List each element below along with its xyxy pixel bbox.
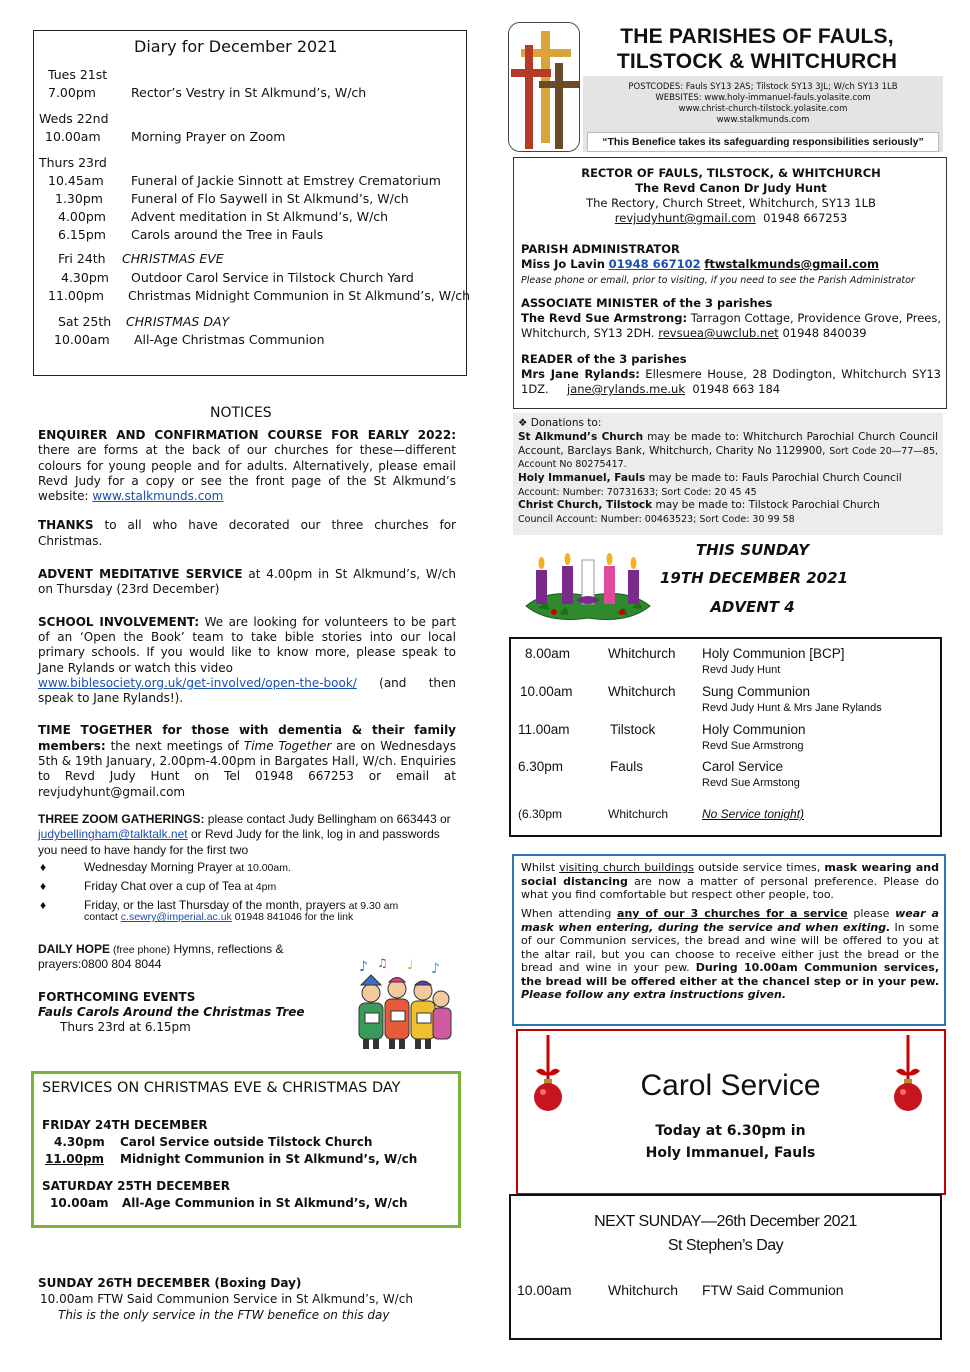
- service-place: Whitchurch: [608, 1282, 679, 1298]
- diary-time: 4.30pm: [61, 270, 109, 285]
- guidance-text: Please follow any extra instructions given.: [521, 988, 786, 1001]
- associate-title: ASSOCIATE MINISTER of the 3 parishes: [521, 296, 773, 310]
- diary-text: Funeral of Flo Saywell in St Alkmund’s, W/ch: [131, 191, 409, 206]
- guidance-text: outside service times,: [694, 861, 825, 874]
- service-text: Carol Service outside Tilstock Church: [120, 1135, 373, 1149]
- boxing-day-note: This is the only service in the FTW benefice on this day: [58, 1308, 390, 1322]
- diary-text: Carols around the Tree in Fauls: [131, 227, 324, 242]
- forthcoming-event: Fauls Carols Around the Christmas Tree: [38, 1005, 305, 1019]
- church-name: Christ Church, Tilstock: [518, 499, 653, 511]
- guidance-text: Whilst: [521, 861, 560, 874]
- service-time: 11.00am: [518, 722, 570, 737]
- judybellingham-link[interactable]: judybellingham@talktalk.net: [38, 827, 188, 842]
- notice-head: ADVENT MEDITATIVE SERVICE: [38, 567, 243, 582]
- carol-service-time: Today at 6.30pm in: [655, 1123, 806, 1139]
- service-place: Tilstock: [610, 722, 656, 737]
- zoom-item-time: at 10.00am.: [232, 862, 291, 874]
- church-name: Holy Immanuel, Fauls: [518, 472, 646, 484]
- bullet-icon: ♦: [40, 879, 47, 893]
- church-name: St Alkmund’s Church: [518, 431, 644, 443]
- notice-text: there are forms at the back of our churches for these—different colours for young people and for adults. Alternatively, please email Revd Judy for a copy or see the front page of the St Alkmund’s website:: [38, 443, 456, 504]
- service-name: Holy Communion [BCP]: [702, 646, 845, 661]
- daily-hope: [38, 942, 338, 971]
- diary-time: 10.00am: [54, 332, 110, 347]
- diary-day-label: CHRISTMAS DAY: [126, 314, 230, 329]
- diary-text: Funeral of Jackie Sinnott at Emstrey Crematorium: [131, 173, 441, 188]
- service-minister: Revd Judy Hunt: [702, 664, 781, 676]
- zoom-item-time: at 4pm: [241, 881, 277, 893]
- next-sunday-date: NEXT SUNDAY—26th December 2021: [594, 1213, 857, 1230]
- notice-head: ENQUIRER AND CONFIRMATION COURSE FOR EARLY 2022:: [38, 428, 456, 442]
- notice-zoom: [38, 812, 456, 859]
- donation-text: may be made to: Tilstock Parochial Church: [652, 499, 880, 511]
- service-time: 11.00pm: [45, 1152, 105, 1166]
- diary-time: 6.15pm: [58, 227, 106, 242]
- notice-text: the next meetings of: [105, 738, 244, 753]
- service-place: Fauls: [610, 759, 644, 774]
- guidance-text: wear a mask when entering, during the service and when exiting.: [521, 907, 939, 934]
- diary-title: Diary for December 2021: [134, 37, 338, 56]
- service-place: Whitchurch: [608, 807, 669, 821]
- reader-phone: 01948 663 184: [692, 382, 781, 396]
- notice-text: or Revd Judy for the link, log in and passwords you need to have handy for the first two: [38, 827, 440, 857]
- donation-text: may be made to: Fauls Parochial Church Council: [645, 472, 902, 484]
- forthcoming-date: Thurs 23rd at 6.15pm: [60, 1020, 191, 1034]
- saturday-heading: SATURDAY 25TH DECEMBER: [42, 1179, 230, 1193]
- guidance-text: mask wearing and social distancing: [521, 861, 939, 888]
- crosses-logo: [508, 22, 580, 152]
- friday-heading: FRIDAY 24TH DECEMBER: [42, 1118, 208, 1132]
- service-time: 8.00am: [525, 646, 571, 661]
- title-line: THE PARISHES OF FAULS,: [620, 25, 894, 48]
- svg-text:♪: ♪: [431, 961, 440, 977]
- service-minister: Revd Judy Hunt & Mrs Jane Rylands: [702, 702, 882, 714]
- notice-thanks: [38, 518, 456, 549]
- notice-text: at 4.00pm in St Alkmund’s, W/ch on Thursday (23rd December): [38, 567, 457, 597]
- svg-text:♩: ♩: [407, 958, 414, 973]
- reader-details: [521, 367, 941, 397]
- notice-head: THREE ZOOM GATHERINGS:: [38, 811, 205, 826]
- carol-singers-illustration: [345, 955, 455, 1055]
- bullet-icon: ♦: [40, 860, 47, 874]
- donation-holy-immanuel: [518, 472, 938, 499]
- associate-address: Tarragon Cottage, Providence Grove, Prees, Whitchurch, SY13 2DH.: [521, 311, 941, 340]
- diary-text: Christmas Midnight Communion in St Alkmund’s, W/ch: [128, 288, 471, 303]
- diary-text: Rector’s Vestry in St Alkmund’s, W/ch: [131, 85, 367, 100]
- carol-service-title: Carol Service: [640, 1069, 821, 1102]
- diary-text: Advent meditation in St Alkmund’s, W/ch: [131, 209, 389, 224]
- carol-service-venue: Holy Immanuel, Fauls: [645, 1145, 816, 1161]
- notice-text: (and then speak to Jane Rylands!).: [38, 675, 456, 706]
- donation-christ-church: [518, 499, 938, 526]
- rector-title: RECTOR OF FAULS, TILSTOCK, & WHITCHURCH: [581, 166, 881, 180]
- covid-guidance-box: [512, 854, 946, 1026]
- service-name: Carol Service: [702, 759, 784, 774]
- diary-day: Fri 24th: [58, 251, 106, 266]
- guidance-text: When attending: [521, 907, 618, 920]
- service-place: Whitchurch: [608, 646, 676, 661]
- reader-address: Ellesmere House, 28 Dodington, Whitchurch SY13 1DZ.: [521, 367, 941, 396]
- diary-time: 7.00pm: [48, 85, 96, 100]
- websites: WEBSITES: www.holy-immanuel-fauls.yolasite.com: [655, 93, 871, 103]
- donation-st-alkmunds: [518, 431, 938, 472]
- diary-time: 10.00am: [45, 129, 101, 144]
- diary-day: Tues 21st: [48, 67, 108, 82]
- this-sunday-date: 19TH DECEMBER 2021: [660, 569, 848, 587]
- rector-name: The Revd Canon Dr Judy Hunt: [635, 181, 827, 195]
- zoom-item-time: at 9.30 am: [345, 900, 399, 912]
- guidance-services: [521, 907, 939, 1002]
- donation-text: may be made to: Whitchurch Parochial Church Council Account, Barclays Bank, Whitchurch, Charity No 1129900,: [518, 431, 938, 457]
- next-sunday-box: [509, 1194, 942, 1340]
- service-time: 10.00am: [517, 1282, 572, 1298]
- associate-name: The Revd Sue Armstrong:: [521, 311, 688, 325]
- website-tilstock: www.christ-church-tilstock.yolasite.com: [678, 104, 848, 114]
- reader-title: READER of the 3 parishes: [521, 352, 687, 366]
- service-name: FTW Said Communion: [702, 1282, 844, 1298]
- rector-contact: [514, 211, 948, 226]
- notice-school: [38, 615, 456, 707]
- this-sunday-label: THIS SUNDAY: [695, 541, 810, 559]
- associate-details: [521, 311, 941, 341]
- sewry-link[interactable]: c.sewry@imperial.ac.uk: [120, 911, 232, 923]
- donation-account: Council Account: Number: 00463523; Sort Code: 30 99 58: [518, 513, 795, 525]
- guidance-visiting: [521, 861, 939, 902]
- notice-text: We are looking for volunteers to be part of an ‘Open the Book’ team to take bible stories into our local primary schools. If you would like to know more, please speak to Jane Rylands or watch this video: [38, 614, 457, 675]
- guidance-text: In some of our Communion services, the bread and wine will be offered to you at the altar rail, but you can choose to receive either just the bread or the bread and wine in your pew.: [521, 920, 940, 974]
- bullet-icon: ♦: [40, 898, 47, 912]
- service-name: Holy Communion: [702, 722, 806, 737]
- associate-phone: 01948 840039: [782, 326, 867, 340]
- guidance-text: visiting church buildings: [559, 861, 695, 874]
- biblesociety-link[interactable]: www.biblesociety.org.uk/get-involved/open-the-book/: [38, 675, 357, 690]
- svg-text:♪: ♪: [359, 959, 368, 975]
- diary-text: All-Age Christmas Communion: [134, 332, 325, 347]
- diary-day: Sat 25th: [58, 314, 112, 329]
- zoom-item-label: Wednesday Morning Prayer: [84, 860, 233, 874]
- donations-heading-text: Donations to:: [530, 417, 602, 429]
- admin-phone[interactable]: 01948 667102: [608, 257, 701, 271]
- diary-text: Morning Prayer on Zoom: [131, 129, 286, 144]
- safeguarding-statement: “This Benefice takes its safeguarding responsibilities seriously”: [587, 132, 939, 152]
- service-name: Sung Communion: [702, 684, 811, 699]
- admin-note: Please phone or email, prior to visiting, if you need to see the Parish Administrator: [521, 275, 915, 286]
- diary-time: 10.45am: [48, 173, 104, 188]
- notice-head: SCHOOL INVOLVEMENT:: [38, 614, 200, 629]
- donations-heading: [518, 417, 601, 431]
- notice-text: please contact Judy Bellingham on 663443 or: [204, 811, 451, 826]
- diary-time: 4.00pm: [58, 209, 106, 224]
- notice-head: THANKS: [38, 518, 94, 533]
- notice-text: 01948 841046 for the link: [231, 911, 354, 923]
- notice-text: (free phone): [110, 944, 171, 956]
- admin-name: Miss Jo Lavin: [521, 257, 605, 271]
- guidance-text: any of our 3 churches for a service: [617, 907, 848, 920]
- admin-title: PARISH ADMINISTRATOR: [521, 242, 680, 256]
- carol-service-box: [516, 1029, 946, 1195]
- diary-day: Thurs 23rd: [39, 155, 107, 170]
- zoom-item-label: Friday Chat over a cup of Tea: [84, 879, 242, 893]
- notice-head: TIME TOGETHER for those with dementia & their family members:: [38, 723, 456, 753]
- diamond-icon: ❖: [518, 417, 528, 429]
- diary-time: 1.30pm: [55, 191, 103, 206]
- christmas-services-box: [31, 1071, 461, 1228]
- service-place: Whitchurch: [608, 684, 676, 699]
- sunday-services-table: [509, 637, 942, 837]
- reader-name: Mrs Jane Rylands:: [521, 367, 640, 381]
- boxing-day-heading: SUNDAY 26TH DECEMBER (Boxing Day): [38, 1276, 302, 1290]
- christmas-services-title: SERVICES ON CHRISTMAS EVE & CHRISTMAS DAY: [42, 1080, 401, 1096]
- service-minister: Revd Sue Armstong: [702, 777, 800, 789]
- reader-email[interactable]: jane@rylands.me.uk: [567, 382, 685, 396]
- donation-account: Sort Code 20—77—85, Account No 80275417.: [518, 445, 939, 470]
- rector-email[interactable]: revjudyhunt@gmail.com: [614, 211, 756, 225]
- boxing-day-service: 10.00am FTW Said Communion Service in St Alkmund’s, W/ch: [40, 1292, 413, 1306]
- stalkmunds-link[interactable]: www.stalkmunds.com: [92, 489, 224, 504]
- notice-text: to all who have decorated our three churches for Christmas.: [38, 518, 456, 548]
- notice-text: are on Wednesdays 5th & 19th January, 2.00pm-4.00pm in Bargates Hall, W/ch. Enquiries to Revd Judy Hunt on Tel 01948 667253 or email at revjudyhunt@gmail.com: [38, 738, 456, 799]
- service-time: (6.30pm: [518, 807, 563, 821]
- service-time: 4.30pm: [54, 1135, 105, 1149]
- notice-time-together: [38, 723, 456, 799]
- donations-box: [513, 413, 943, 535]
- guidance-text: are now a matter of personal preference. Please do what you find comfortable but respect other people, too.: [521, 874, 939, 901]
- notices-heading: NOTICES: [210, 405, 272, 421]
- notices-body: [38, 428, 456, 858]
- service-time: 6.30pm: [518, 759, 564, 774]
- advent-wreath-illustration: [518, 548, 658, 628]
- notice-advent: [38, 567, 456, 598]
- contacts-box: [513, 157, 947, 409]
- donation-account: Account: Number: 70731633; Sort Code: 20 45 45: [518, 486, 757, 498]
- zoom-item: [84, 898, 398, 912]
- diary-text: Outdoor Carol Service in Tilstock Church Yard: [131, 270, 414, 285]
- diary-box: [33, 30, 471, 376]
- website-stalkmunds: www.stalkmunds.com: [716, 115, 810, 125]
- notice-text: Hymns, reflections & prayers:0800 804 8044: [38, 942, 284, 971]
- service-minister: Revd Sue Armstrong: [702, 740, 804, 752]
- guidance-text: please: [847, 907, 896, 920]
- service-name: No Service tonight): [702, 807, 805, 821]
- notice-text: contact: [84, 911, 121, 923]
- admin-contact: [521, 257, 879, 272]
- diary-time: 11.00pm: [48, 288, 104, 303]
- notice-text: Time Together: [243, 738, 332, 753]
- associate-email[interactable]: revsuea@uwclub.net: [658, 326, 779, 340]
- zoom-contact: [84, 911, 353, 923]
- diary-day: Weds 22nd: [39, 111, 109, 126]
- service-text: All-Age Communion in St Alkmund’s, W/ch: [122, 1196, 408, 1210]
- notice-enquirer: [38, 428, 456, 504]
- next-sunday-name: St Stephen’s Day: [667, 1237, 784, 1254]
- svg-text:♫: ♫: [377, 956, 388, 970]
- rector-phone: 01948 667253: [763, 211, 848, 225]
- title-line: TILSTOCK & WHITCHURCH: [616, 50, 898, 73]
- forthcoming-heading: FORTHCOMING EVENTS: [38, 990, 196, 1004]
- this-sunday-name: ADVENT 4: [710, 598, 795, 616]
- service-time: 10.00am: [520, 684, 573, 699]
- zoom-item: [84, 879, 276, 893]
- guidance-text: During 10.00am Communion services, the bread will be offered either at the chancel step or in your pew.: [521, 961, 939, 988]
- notice-head: DAILY HOPE: [38, 942, 111, 956]
- page-title: [592, 24, 922, 74]
- service-time: 10.00am: [50, 1196, 109, 1210]
- zoom-item: [84, 860, 291, 874]
- admin-email[interactable]: ftwstalkmunds@gmail.com: [704, 257, 880, 271]
- zoom-item-label: Friday, or the last Thursday of the month, prayers: [84, 898, 346, 912]
- service-text: Midnight Communion in St Alkmund’s, W/ch: [120, 1152, 418, 1166]
- diary-day-label: CHRISTMAS EVE: [122, 251, 224, 266]
- rector-address: The Rectory, Church Street, Whitchurch, SY13 1LB: [586, 196, 876, 210]
- postcodes: POSTCODES: Fauls SY13 2AS; Tilstock SY13 3JL; W/ch SY13 1LB: [628, 82, 898, 92]
